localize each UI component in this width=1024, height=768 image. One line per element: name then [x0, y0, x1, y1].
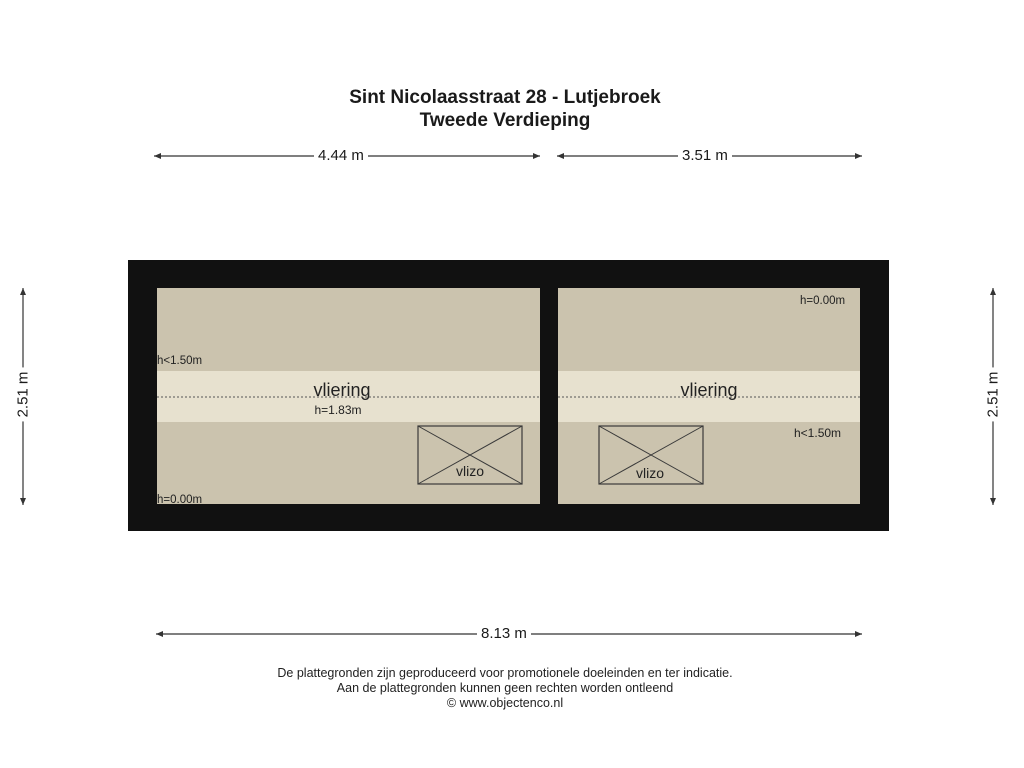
- page-subtitle: Tweede Verdieping: [419, 110, 591, 131]
- page-title: Sint Nicolaasstraat 28 - Lutjebroek: [349, 87, 661, 108]
- dimension-label-top-right: 3.51 m: [678, 147, 732, 164]
- dimension-label-bottom: 8.13 m: [477, 625, 531, 642]
- hatch-left-label: vlizo: [455, 463, 485, 479]
- room-right-name: vliering: [680, 380, 738, 400]
- room-left-height-mid: h=1.83m: [314, 403, 362, 417]
- hatch-right-label: vlizo: [635, 465, 665, 481]
- room-left-height-top: h<1.50m: [157, 355, 203, 367]
- footer-rights: Aan de plattegronden kunnen geen rechten worden ontleend: [336, 681, 674, 695]
- dimension-label-top-left: 4.44 m: [314, 147, 368, 164]
- dimension-label-right: 2.51 m: [984, 368, 1001, 422]
- room-right-height-mid: h<1.50m: [794, 426, 842, 440]
- dimension-label-left: 2.51 m: [14, 368, 31, 422]
- footer-copyright: © www.objectenco.nl: [446, 696, 564, 710]
- room-right-height-top: h=0.00m: [800, 295, 846, 307]
- room-left-height-bottom: h=0.00m: [157, 494, 203, 506]
- footer-disclaimer: De plattegronden zijn geproduceerd voor promotionele doeleinden en ter indicatie.: [277, 666, 733, 680]
- room-left-name: vliering: [313, 380, 371, 400]
